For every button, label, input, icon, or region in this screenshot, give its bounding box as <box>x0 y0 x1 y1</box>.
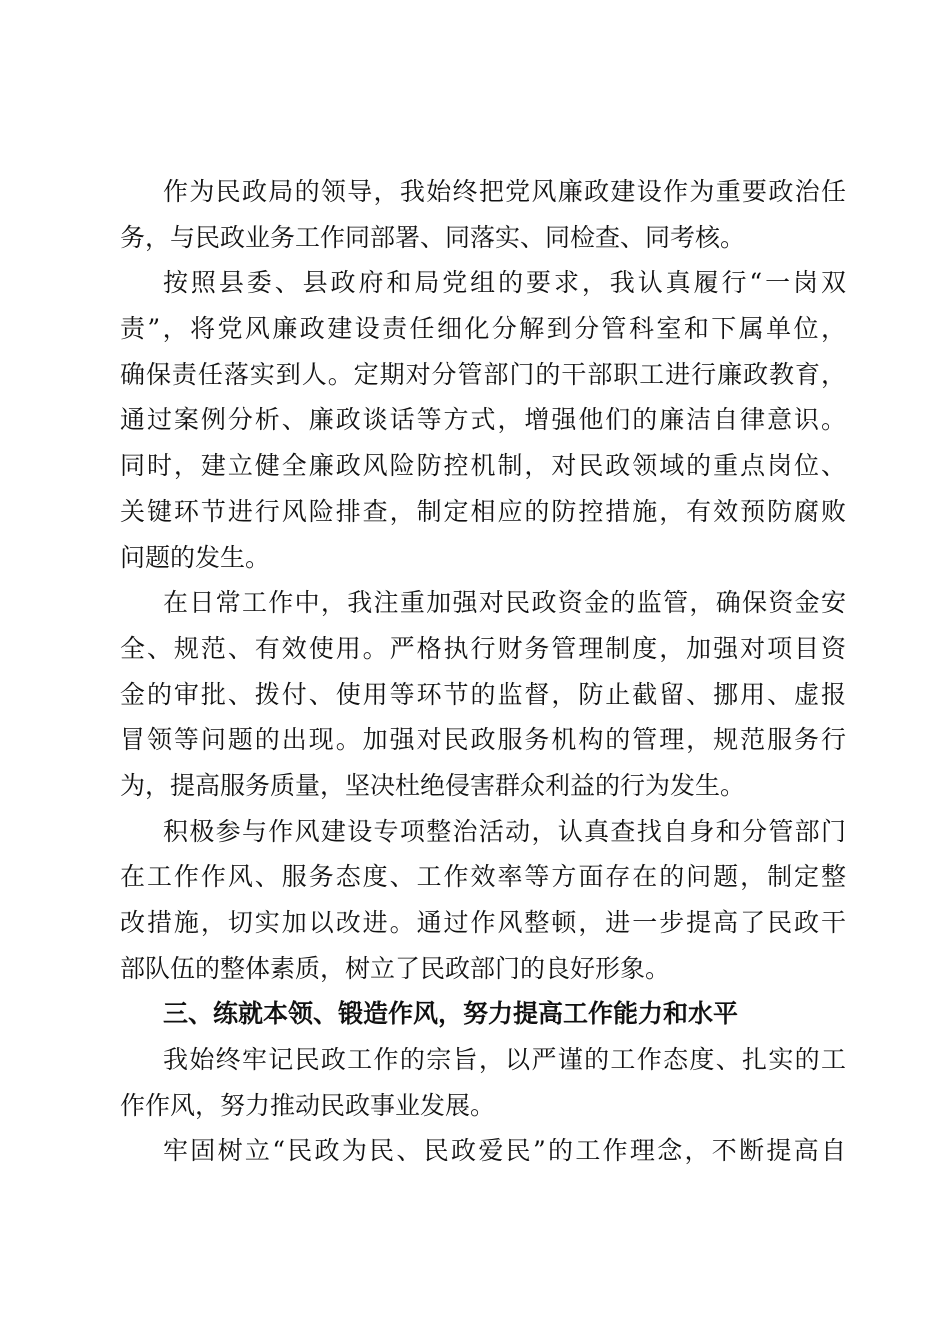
text-line: 关键环节进行风险排查，制定相应的防控措施，有效预防腐败 <box>120 496 846 526</box>
text-line: 作为民政局的领导，我始终把党风廉政建设作为重要政治任 <box>163 177 846 206</box>
text-line: 作作风，努力推动民政事业发展。 <box>120 1090 496 1120</box>
text-line: 为，提高服务质量，坚决杜绝侵害群众利益的行为发生。 <box>120 770 746 800</box>
text-line: 务，与民政业务工作同部署、同落实、同检查、同考核。 <box>120 222 746 252</box>
text-line: 部队伍的整体素质，树立了民政部门的良好形象。 <box>120 953 671 983</box>
section-heading <box>120 991 846 1037</box>
document-body <box>120 169 846 1174</box>
paragraph <box>120 169 846 260</box>
paragraph <box>120 809 846 992</box>
text-line: 在工作作风、服务态度、工作效率等方面存在的问题，制定整 <box>120 862 846 892</box>
paragraph <box>120 260 846 580</box>
text-line: 问题的发生。 <box>120 542 271 572</box>
text-line: 通过案例分析、廉政谈话等方式，增强他们的廉洁自律意识。 <box>120 405 846 435</box>
text-line: 冒领等问题的出现。加强对民政服务机构的管理，规范服务行 <box>120 725 846 755</box>
text-line: 金的审批、拨付、使用等环节的监督，防止截留、挪用、虚报 <box>120 679 846 709</box>
text-line: 确保责任落实到人。定期对分管部门的干部职工进行廉政教育， <box>120 359 846 389</box>
text-line: 改措施，切实加以改进。通过作风整顿，进一步提高了民政干 <box>120 908 846 937</box>
paragraph <box>120 1037 846 1128</box>
text-line: 在日常工作中，我注重加强对民政资金的监管，确保资金安 <box>163 588 846 618</box>
text-line: 按照县委、县政府和局党组的要求，我认真履行“一岗双 <box>163 268 846 298</box>
text-line: 牢固树立“民政为民、民政爱民”的工作理念，不断提高自 <box>163 1136 846 1166</box>
text-line: 三、练就本领、锻造作风，努力提高工作能力和水平 <box>163 999 739 1029</box>
paragraph <box>120 580 846 808</box>
text-line: 全、规范、有效使用。严格执行财务管理制度，加强对项目资 <box>120 633 846 663</box>
text-line: 积极参与作风建设专项整治活动，认真查找自身和分管部门 <box>163 816 846 846</box>
text-line: 同时，建立健全廉政风险防控机制，对民政领域的重点岗位、 <box>120 451 846 481</box>
paragraph <box>120 1128 846 1174</box>
text-line: 责”，将党风廉政建设责任细化分解到分管科室和下属单位， <box>120 314 846 344</box>
text-line: 我始终牢记民政工作的宗旨，以严谨的工作态度、扎实的工 <box>163 1045 846 1075</box>
